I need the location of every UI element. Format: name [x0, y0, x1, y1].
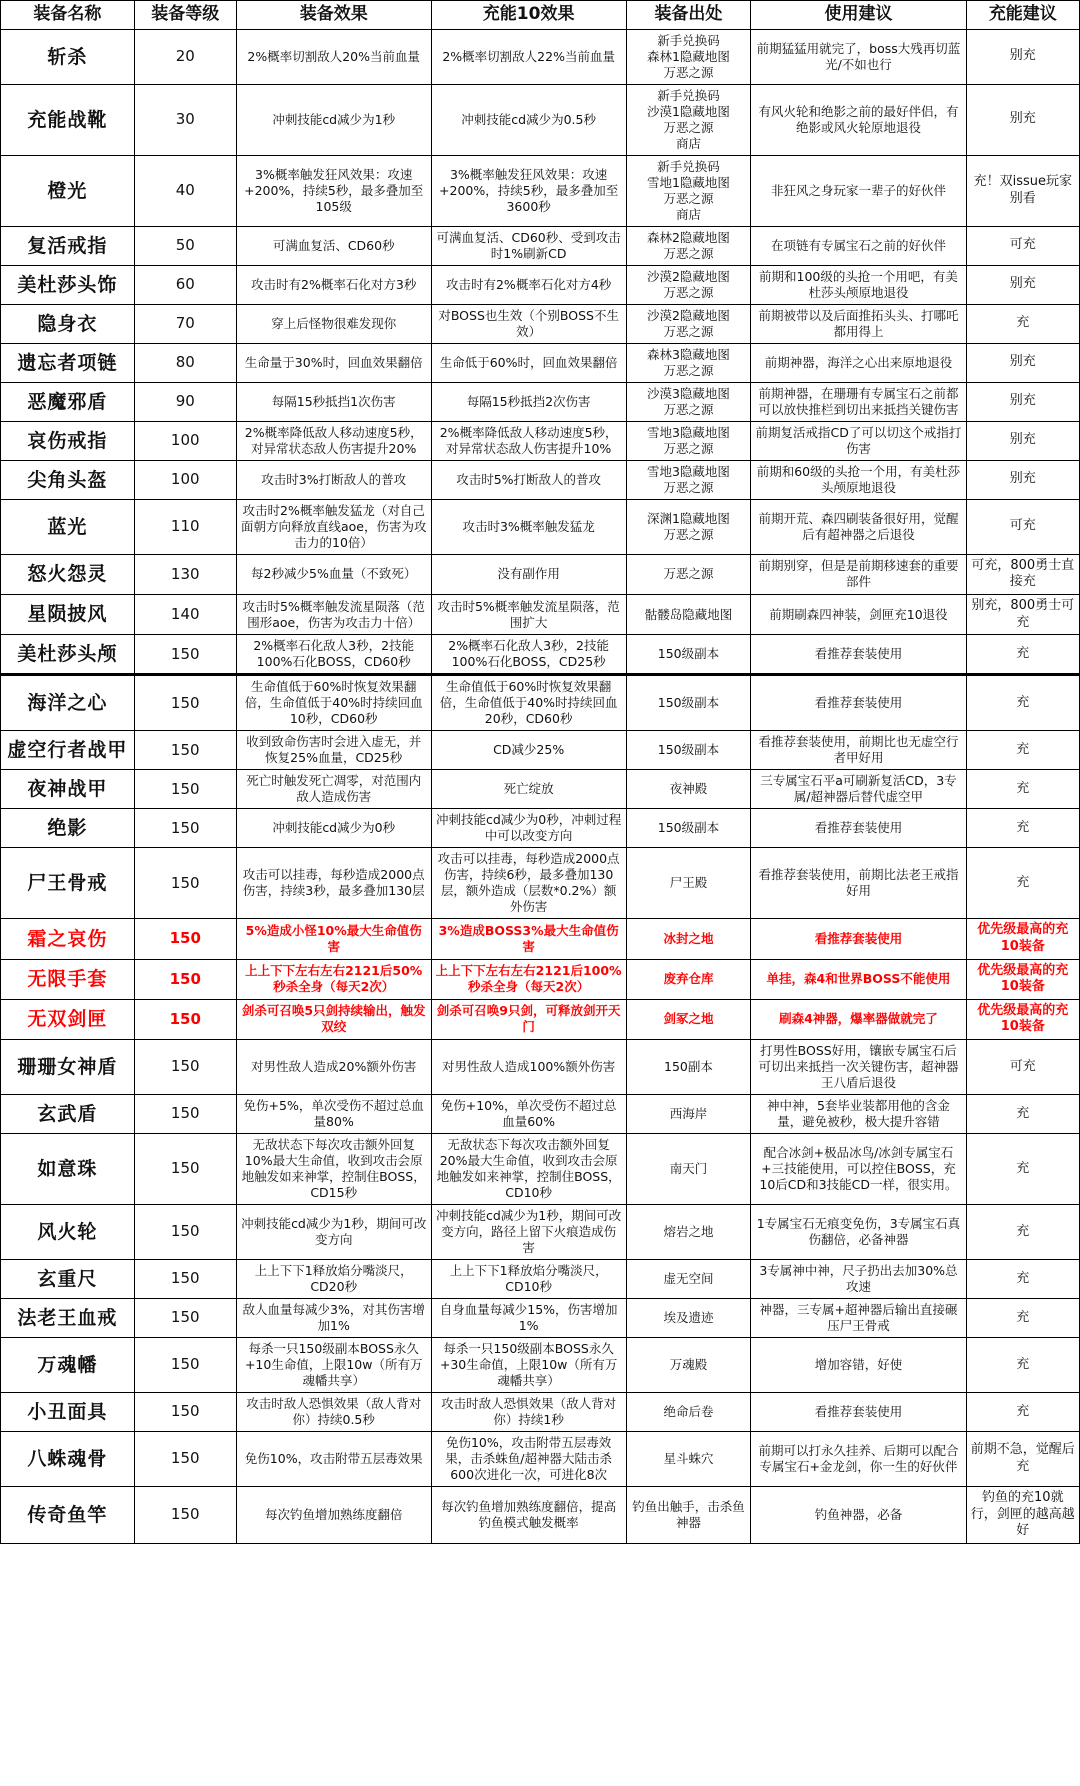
equipment-level: 150	[134, 770, 236, 809]
equipment-level: 50	[134, 226, 236, 265]
equipment-usage-advice: 看推荐套装使用	[751, 919, 966, 959]
equipment-effect: 攻击时3%打断敌人的普攻	[236, 460, 431, 499]
equipment-usage-advice: 看推荐套装使用	[751, 635, 966, 675]
table-row	[1, 959, 1080, 999]
equipment-usage-advice: 前期和60级的头抢一个用，有美杜莎头颅原地退役	[751, 460, 966, 499]
equipment-usage-advice: 打男性BOSS好用，镶嵌专属宝石后可切出来抵挡一次关键伤害，超神器王八盾后退役	[751, 1040, 966, 1095]
equipment-usage-advice: 在项链有专属宝石之前的好伙伴	[751, 226, 966, 265]
equipment-effect: 免伤+5%，单次受伤不超过总血量80%	[236, 1095, 431, 1134]
equipment-effect: 无敌状态下每次攻击额外回复10%最大生命值，收到攻击会原地触发如来神掌，控制住BOSS，CD15秒	[236, 1134, 431, 1205]
table-row	[1, 155, 1080, 226]
equipment-effect-charge10: 冲刺技能cd减少为1秒，期间可改变方向，路径上留下火痕造成伤害	[431, 1205, 626, 1260]
equipment-name: 哀伤戒指	[1, 421, 135, 460]
equipment-level: 60	[134, 265, 236, 304]
equipment-usage-advice: 前期和100级的头抢一个用吧，有美杜莎头颅原地退役	[751, 265, 966, 304]
equipment-name: 小丑面具	[1, 1393, 135, 1432]
equipment-source: 剑冢之地	[626, 999, 751, 1039]
equipment-source: 埃及遗迹	[626, 1299, 751, 1338]
equipment-charge-advice: 充！双issue玩家别看	[966, 155, 1079, 226]
equipment-level: 150	[134, 1393, 236, 1432]
equipment-effect-charge10: 生命低于60%时，回血效果翻倍	[431, 343, 626, 382]
equipment-charge-advice: 充	[966, 731, 1079, 770]
equipment-effect-charge10: 上上下下左右左右2121后100%秒杀全身（每天2次）	[431, 959, 626, 999]
equipment-usage-advice: 三专属宝石平a可刷新复活CD，3专属/超神器后替代虚空甲	[751, 770, 966, 809]
equipment-effect-charge10: 没有副作用	[431, 554, 626, 594]
equipment-charge-advice: 可充	[966, 499, 1079, 554]
equipment-source: 西海岸	[626, 1095, 751, 1134]
equipment-effect-charge10: 可满血复活、CD60秒、受到攻击时1%刷新CD	[431, 226, 626, 265]
equipment-effect: 可满血复活、CD60秒	[236, 226, 431, 265]
equipment-source: 万恶之源	[626, 554, 751, 594]
equipment-level: 150	[134, 1040, 236, 1095]
equipment-source: 熔岩之地	[626, 1205, 751, 1260]
equipment-effect: 每隔15秒抵挡1次伤害	[236, 382, 431, 421]
table-row	[1, 226, 1080, 265]
table-body	[1, 29, 1080, 1543]
equipment-effect: 每2秒减少5%血量（不致死）	[236, 554, 431, 594]
table-row	[1, 809, 1080, 848]
equipment-charge-advice: 别充	[966, 29, 1079, 84]
table-row	[1, 595, 1080, 635]
equipment-name: 美杜莎头饰	[1, 265, 135, 304]
table-row	[1, 999, 1080, 1039]
equipment-level: 150	[134, 809, 236, 848]
equipment-effect: 每次钓鱼增加熟练度翻倍	[236, 1487, 431, 1544]
equipment-effect-charge10: 免伤+10%，单次受伤不超过总血量60%	[431, 1095, 626, 1134]
equipment-charge-advice: 充	[966, 770, 1079, 809]
equipment-source: 尸王殿	[626, 848, 751, 919]
equipment-usage-advice: 前期被带以及后面推拓头头、打哪吒都用得上	[751, 304, 966, 343]
equipment-usage-advice: 前期别穿，但是是前期移速套的重要部件	[751, 554, 966, 594]
equipment-name: 虚空行者战甲	[1, 731, 135, 770]
equipment-charge-advice: 别充	[966, 265, 1079, 304]
equipment-name: 玄武盾	[1, 1095, 135, 1134]
equipment-source: 150副本	[626, 1040, 751, 1095]
equipment-name: 八蛛魂骨	[1, 1432, 135, 1487]
equipment-charge-advice: 充	[966, 1205, 1079, 1260]
table-row	[1, 29, 1080, 84]
table-row	[1, 1393, 1080, 1432]
table-row	[1, 770, 1080, 809]
equipment-source: 新手兑换码 森林1隐藏地图 万恶之源	[626, 29, 751, 84]
equipment-level: 130	[134, 554, 236, 594]
equipment-usage-advice: 非狂风之身玩家一辈子的好伙伴	[751, 155, 966, 226]
equipment-effect: 免伤10%，攻击附带五层毒效果	[236, 1432, 431, 1487]
equipment-usage-advice: 增加容错，好使	[751, 1338, 966, 1393]
equipment-source: 钓鱼出触手，击杀鱼神器	[626, 1487, 751, 1544]
equipment-name: 风火轮	[1, 1205, 135, 1260]
equipment-name: 无限手套	[1, 959, 135, 999]
table-row	[1, 382, 1080, 421]
equipment-level: 150	[134, 675, 236, 731]
equipment-charge-advice: 可充	[966, 1040, 1079, 1095]
equipment-usage-advice: 神器，三专属+超神器后输出直接碾压尸王骨戒	[751, 1299, 966, 1338]
equipment-effect: 穿上后怪物很难发现你	[236, 304, 431, 343]
equipment-effect-charge10: 每隔15秒抵挡2次伤害	[431, 382, 626, 421]
equipment-effect: 每杀一只150级副本BOSS永久+10生命值，上限10w（所有万魂幡共享）	[236, 1338, 431, 1393]
equipment-name: 隐身衣	[1, 304, 135, 343]
column-header-level: 装备等级	[134, 1, 236, 30]
equipment-source: 夜神殿	[626, 770, 751, 809]
equipment-level: 150	[134, 1134, 236, 1205]
equipment-effect: 生命值低于60%时恢复效果翻倍，生命值低于40%时持续回血10秒，CD60秒	[236, 675, 431, 731]
equipment-usage-advice: 前期刷森四神装，剑匣充10退役	[751, 595, 966, 635]
equipment-usage-advice: 配合冰剑+极品冰鸟/冰剑专属宝石+三技能使用，可以控住BOSS，充10后CD和3技能CD一样，很实用。	[751, 1134, 966, 1205]
equipment-usage-advice: 前期神器，海洋之心出来原地退役	[751, 343, 966, 382]
equipment-effect-charge10: 自身血量每减少15%，伤害增加1%	[431, 1299, 626, 1338]
table-row	[1, 304, 1080, 343]
table-row	[1, 919, 1080, 959]
equipment-source: 万魂殿	[626, 1338, 751, 1393]
equipment-name: 传奇鱼竿	[1, 1487, 135, 1544]
table-row	[1, 1134, 1080, 1205]
equipment-usage-advice: 1专属宝石无痕变免伤，3专属宝石真伤翻倍，必备神器	[751, 1205, 966, 1260]
equipment-name: 复活戒指	[1, 226, 135, 265]
table-row	[1, 1260, 1080, 1299]
equipment-charge-advice: 别充	[966, 421, 1079, 460]
table-row	[1, 1205, 1080, 1260]
equipment-level: 150	[134, 1432, 236, 1487]
equipment-source: 新手兑换码 雪地1隐藏地图 万恶之源 商店	[626, 155, 751, 226]
equipment-charge-advice: 充	[966, 675, 1079, 731]
equipment-effect: 冲刺技能cd减少为0秒	[236, 809, 431, 848]
equipment-effect-charge10: 无敌状态下每次攻击额外回复20%最大生命值，收到攻击会原地触发如来神掌，控制住BOSS，CD10秒	[431, 1134, 626, 1205]
equipment-source: 150级副本	[626, 809, 751, 848]
equipment-level: 150	[134, 635, 236, 675]
equipment-effect-charge10: 每杀一只150级副本BOSS永久+30生命值，上限10w（所有万魂幡共享）	[431, 1338, 626, 1393]
equipment-charge-advice: 优先级最高的充10装备	[966, 959, 1079, 999]
equipment-effect: 3%概率触发狂风效果：攻速+200%，持续5秒，最多叠加至105级	[236, 155, 431, 226]
equipment-level: 30	[134, 84, 236, 155]
equipment-charge-advice: 优先级最高的充10装备	[966, 919, 1079, 959]
equipment-effect: 攻击时有2%概率石化对方3秒	[236, 265, 431, 304]
equipment-charge-advice: 充	[966, 1299, 1079, 1338]
equipment-effect: 敌人血量每减少3%，对其伤害增加1%	[236, 1299, 431, 1338]
equipment-effect-charge10: 对BOSS也生效（个别BOSS不生效）	[431, 304, 626, 343]
equipment-name: 无双剑匣	[1, 999, 135, 1039]
equipment-effect-charge10: 剑杀可召唤9只剑，可释放剑开天门	[431, 999, 626, 1039]
equipment-level: 150	[134, 919, 236, 959]
equipment-name: 法老王血戒	[1, 1299, 135, 1338]
equipment-usage-advice: 单挂，森4和世界BOSS不能使用	[751, 959, 966, 999]
equipment-source: 虚无空间	[626, 1260, 751, 1299]
equipment-name: 万魂幡	[1, 1338, 135, 1393]
equipment-effect-charge10: 3%概率触发狂风效果：攻速+200%，持续5秒，最多叠加至3600秒	[431, 155, 626, 226]
equipment-name: 霜之哀伤	[1, 919, 135, 959]
equipment-source: 沙漠2隐藏地图 万恶之源	[626, 265, 751, 304]
equipment-usage-advice: 神中神，5套毕业装都用他的含金量，避免被秒，极大提升容错	[751, 1095, 966, 1134]
equipment-name: 绝影	[1, 809, 135, 848]
equipment-name: 如意珠	[1, 1134, 135, 1205]
equipment-effect-charge10: 2%概率石化敌人3秒，2技能100%石化BOSS，CD25秒	[431, 635, 626, 675]
equipment-name: 蓝光	[1, 499, 135, 554]
equipment-charge-advice: 充	[966, 809, 1079, 848]
table-header-row	[1, 1, 1080, 30]
equipment-effect: 攻击时2%概率触发猛龙（对自己面朝方向释放直线aoe，伤害为攻击力的10倍）	[236, 499, 431, 554]
equipment-effect-charge10: CD减少25%	[431, 731, 626, 770]
table-row	[1, 84, 1080, 155]
equipment-level: 150	[134, 1299, 236, 1338]
equipment-charge-advice: 别充，800勇士可充	[966, 595, 1079, 635]
equipment-level: 150	[134, 1338, 236, 1393]
equipment-charge-advice: 优先级最高的充10装备	[966, 999, 1079, 1039]
equipment-effect: 2%概率石化敌人3秒，2技能100%石化BOSS，CD60秒	[236, 635, 431, 675]
equipment-charge-advice: 前期不急，觉醒后充	[966, 1432, 1079, 1487]
equipment-charge-advice: 可充，800勇士直接充	[966, 554, 1079, 594]
equipment-effect-charge10: 死亡绽放	[431, 770, 626, 809]
equipment-effect-charge10: 冲刺技能cd减少为0.5秒	[431, 84, 626, 155]
equipment-source: 雪地3隐藏地图 万恶之源	[626, 460, 751, 499]
equipment-source: 骷髅岛隐藏地图	[626, 595, 751, 635]
table-row	[1, 1338, 1080, 1393]
equipment-effect: 对男性敌人造成20%额外伤害	[236, 1040, 431, 1095]
equipment-source: 星斗蛛穴	[626, 1432, 751, 1487]
equipment-level: 150	[134, 959, 236, 999]
equipment-charge-advice: 充	[966, 304, 1079, 343]
equipment-effect: 冲刺技能cd减少为1秒，期间可改变方向	[236, 1205, 431, 1260]
equipment-effect: 攻击可以挂毒，每秒造成2000点伤害，持续3秒，最多叠加130层	[236, 848, 431, 919]
column-header-advice: 使用建议	[751, 1, 966, 30]
equipment-charge-advice: 钓鱼的充10就行，剑匣的越高越好	[966, 1487, 1079, 1544]
equipment-effect: 攻击时5%概率触发流星陨落（范围形aoe，伤害为攻击力十倍）	[236, 595, 431, 635]
equipment-name: 尸王骨戒	[1, 848, 135, 919]
equipment-effect: 收到致命伤害时会进入虚无，并恢复25%血量，CD25秒	[236, 731, 431, 770]
equipment-effect-charge10: 生命值低于60%时恢复效果翻倍，生命值低于40%时持续回血20秒，CD60秒	[431, 675, 626, 731]
equipment-source: 南天门	[626, 1134, 751, 1205]
equipment-charge-advice: 别充	[966, 460, 1079, 499]
equipment-effect-charge10: 攻击时5%打断敌人的普攻	[431, 460, 626, 499]
equipment-level: 150	[134, 1095, 236, 1134]
equipment-effect: 剑杀可召唤5只剑持续输出，触发双绞	[236, 999, 431, 1039]
equipment-effect: 生命量于30%时，回血效果翻倍	[236, 343, 431, 382]
equipment-effect-charge10: 攻击可以挂毒，每秒造成2000点伤害，持续6秒，最多叠加130层，额外造成（层数*0.2%）额外伤害	[431, 848, 626, 919]
equipment-source: 冰封之地	[626, 919, 751, 959]
equipment-effect-charge10: 3%造成BOSS3%最大生命值伤害	[431, 919, 626, 959]
equipment-source: 废弃仓库	[626, 959, 751, 999]
equipment-source: 150级副本	[626, 731, 751, 770]
equipment-usage-advice: 看推荐套装使用，前期比也无虚空行者甲好用	[751, 731, 966, 770]
equipment-level: 150	[134, 1205, 236, 1260]
table-row	[1, 848, 1080, 919]
equipment-name: 恶魔邪盾	[1, 382, 135, 421]
equipment-effect: 上上下下1释放焰分嘴淡尺，CD20秒	[236, 1260, 431, 1299]
equipment-level: 150	[134, 848, 236, 919]
table-row	[1, 1299, 1080, 1338]
equipment-effect: 2%概率切割敌人20%当前血量	[236, 29, 431, 84]
equipment-name: 玄重尺	[1, 1260, 135, 1299]
equipment-effect-charge10: 每次钓鱼增加熟练度翻倍，提高钓鱼模式触发概率	[431, 1487, 626, 1544]
equipment-source: 雪地3隐藏地图 万恶之源	[626, 421, 751, 460]
equipment-effect-charge10: 攻击时3%概率触发猛龙	[431, 499, 626, 554]
equipment-name: 星陨披风	[1, 595, 135, 635]
equipment-name: 怒火怨灵	[1, 554, 135, 594]
table-row	[1, 265, 1080, 304]
equipment-usage-advice: 刷森4神器，爆率器做就完了	[751, 999, 966, 1039]
equipment-effect: 5%造成小怪10%最大生命值伤害	[236, 919, 431, 959]
equipment-name: 美杜莎头颅	[1, 635, 135, 675]
equipment-effect-charge10: 免伤10%，攻击附带五层毒效果，击杀蛛鱼/超神器大陆击杀600次进化一次，可进化8次	[431, 1432, 626, 1487]
equipment-level: 100	[134, 421, 236, 460]
table-row	[1, 1432, 1080, 1487]
equipment-source: 150级副本	[626, 635, 751, 675]
equipment-level: 150	[134, 731, 236, 770]
equipment-charge-advice: 充	[966, 1095, 1079, 1134]
equipment-name: 斩杀	[1, 29, 135, 84]
equipment-level: 90	[134, 382, 236, 421]
equipment-effect: 上上下下左右左右2121后50%秒杀全身（每天2次）	[236, 959, 431, 999]
equipment-usage-advice: 前期复活戒指CD了可以切这个戒指打伤害	[751, 421, 966, 460]
equipment-charge-advice: 充	[966, 848, 1079, 919]
equipment-name: 夜神战甲	[1, 770, 135, 809]
equipment-charge-advice: 别充	[966, 343, 1079, 382]
equipment-charge-advice: 充	[966, 1393, 1079, 1432]
equipment-level: 150	[134, 1260, 236, 1299]
table-row	[1, 499, 1080, 554]
column-header-effect: 装备效果	[236, 1, 431, 30]
equipment-source: 150级副本	[626, 675, 751, 731]
equipment-source: 新手兑换码 沙漠1隐藏地图 万恶之源 商店	[626, 84, 751, 155]
equipment-name: 橙光	[1, 155, 135, 226]
equipment-usage-advice: 看推荐套装使用	[751, 809, 966, 848]
table-row	[1, 675, 1080, 731]
column-header-name: 装备名称	[1, 1, 135, 30]
equipment-charge-advice: 可充	[966, 226, 1079, 265]
table-header	[1, 1, 1080, 30]
equipment-effect-charge10: 2%概率降低敌人移动速度5秒，对异常状态敌人伤害提升10%	[431, 421, 626, 460]
equipment-effect: 2%概率降低敌人移动速度5秒，对异常状态敌人伤害提升20%	[236, 421, 431, 460]
equipment-usage-advice: 有风火轮和绝影之前的最好伴侣，有绝影或风火轮原地退役	[751, 84, 966, 155]
equipment-usage-advice: 前期可以打永久挂养、后期可以配合专属宝石+金龙剑，你一生的好伙伴	[751, 1432, 966, 1487]
equipment-level: 150	[134, 1487, 236, 1544]
table-row	[1, 554, 1080, 594]
equipment-charge-advice: 充	[966, 635, 1079, 675]
equipment-source: 森林2隐藏地图 万恶之源	[626, 226, 751, 265]
equipment-usage-advice: 看推荐套装使用，前期比法老王戒指好用	[751, 848, 966, 919]
equipment-usage-advice: 前期神器，在珊珊有专属宝石之前都可以放快推栏到切出来抵挡关键伤害	[751, 382, 966, 421]
equipment-usage-advice: 看推荐套装使用	[751, 675, 966, 731]
table-row	[1, 421, 1080, 460]
equipment-charge-advice: 充	[966, 1338, 1079, 1393]
equipment-effect: 死亡时触发死亡凋零，对范围内敌人造成伤害	[236, 770, 431, 809]
equipment-level: 140	[134, 595, 236, 635]
column-header-charge-advice: 充能建议	[966, 1, 1079, 30]
equipment-effect-charge10: 攻击时5%概率触发流星陨落，范围扩大	[431, 595, 626, 635]
equipment-usage-advice: 前期开荒、森四刷装备很好用，觉醒后有超神器之后退役	[751, 499, 966, 554]
equipment-level: 100	[134, 460, 236, 499]
equipment-level: 20	[134, 29, 236, 84]
equipment-name: 尖角头盔	[1, 460, 135, 499]
equipment-charge-advice: 充	[966, 1134, 1079, 1205]
equipment-level: 70	[134, 304, 236, 343]
table-row	[1, 1487, 1080, 1544]
equipment-usage-advice: 看推荐套装使用	[751, 1393, 966, 1432]
table-row	[1, 1095, 1080, 1134]
column-header-effect10: 充能10效果	[431, 1, 626, 30]
equipment-source: 深渊1隐藏地图 万恶之源	[626, 499, 751, 554]
equipment-name: 海洋之心	[1, 675, 135, 731]
equipment-name: 珊珊女神盾	[1, 1040, 135, 1095]
equipment-charge-advice: 充	[966, 1260, 1079, 1299]
equipment-effect-charge10: 攻击时有2%概率石化对方4秒	[431, 265, 626, 304]
equipment-effect-charge10: 攻击时敌人恐惧效果（敌人背对你）持续1秒	[431, 1393, 626, 1432]
equipment-level: 110	[134, 499, 236, 554]
equipment-effect: 攻击时敌人恐惧效果（敌人背对你）持续0.5秒	[236, 1393, 431, 1432]
equipment-effect-charge10: 冲刺技能cd减少为0秒，冲刺过程中可以改变方向	[431, 809, 626, 848]
equipment-charge-advice: 别充	[966, 84, 1079, 155]
table-row	[1, 635, 1080, 675]
equipment-source: 森林3隐藏地图 万恶之源	[626, 343, 751, 382]
equipment-source: 沙漠3隐藏地图 万恶之源	[626, 382, 751, 421]
equipment-name: 充能战靴	[1, 84, 135, 155]
equipment-charge-advice: 别充	[966, 382, 1079, 421]
table-row	[1, 460, 1080, 499]
equipment-effect-charge10: 对男性敌人造成100%额外伤害	[431, 1040, 626, 1095]
column-header-source: 装备出处	[626, 1, 751, 30]
table-row	[1, 1040, 1080, 1095]
equipment-source: 绝命后卷	[626, 1393, 751, 1432]
equipment-usage-advice: 钓鱼神器，必备	[751, 1487, 966, 1544]
table-row	[1, 731, 1080, 770]
equipment-usage-advice: 3专属神中神，尺子扔出去加30%总攻速	[751, 1260, 966, 1299]
equipment-level: 40	[134, 155, 236, 226]
equipment-name: 遗忘者项链	[1, 343, 135, 382]
equipment-effect: 冲刺技能cd减少为1秒	[236, 84, 431, 155]
equipment-effect-charge10: 2%概率切割敌人22%当前血量	[431, 29, 626, 84]
equipment-source: 沙漠2隐藏地图 万恶之源	[626, 304, 751, 343]
equipment-effect-charge10: 上上下下1释放焰分嘴淡尺，CD10秒	[431, 1260, 626, 1299]
equipment-level: 150	[134, 999, 236, 1039]
equipment-level: 80	[134, 343, 236, 382]
table-row	[1, 343, 1080, 382]
equipment-usage-advice: 前期猛猛用就完了，boss大残再切蓝光/不如也行	[751, 29, 966, 84]
